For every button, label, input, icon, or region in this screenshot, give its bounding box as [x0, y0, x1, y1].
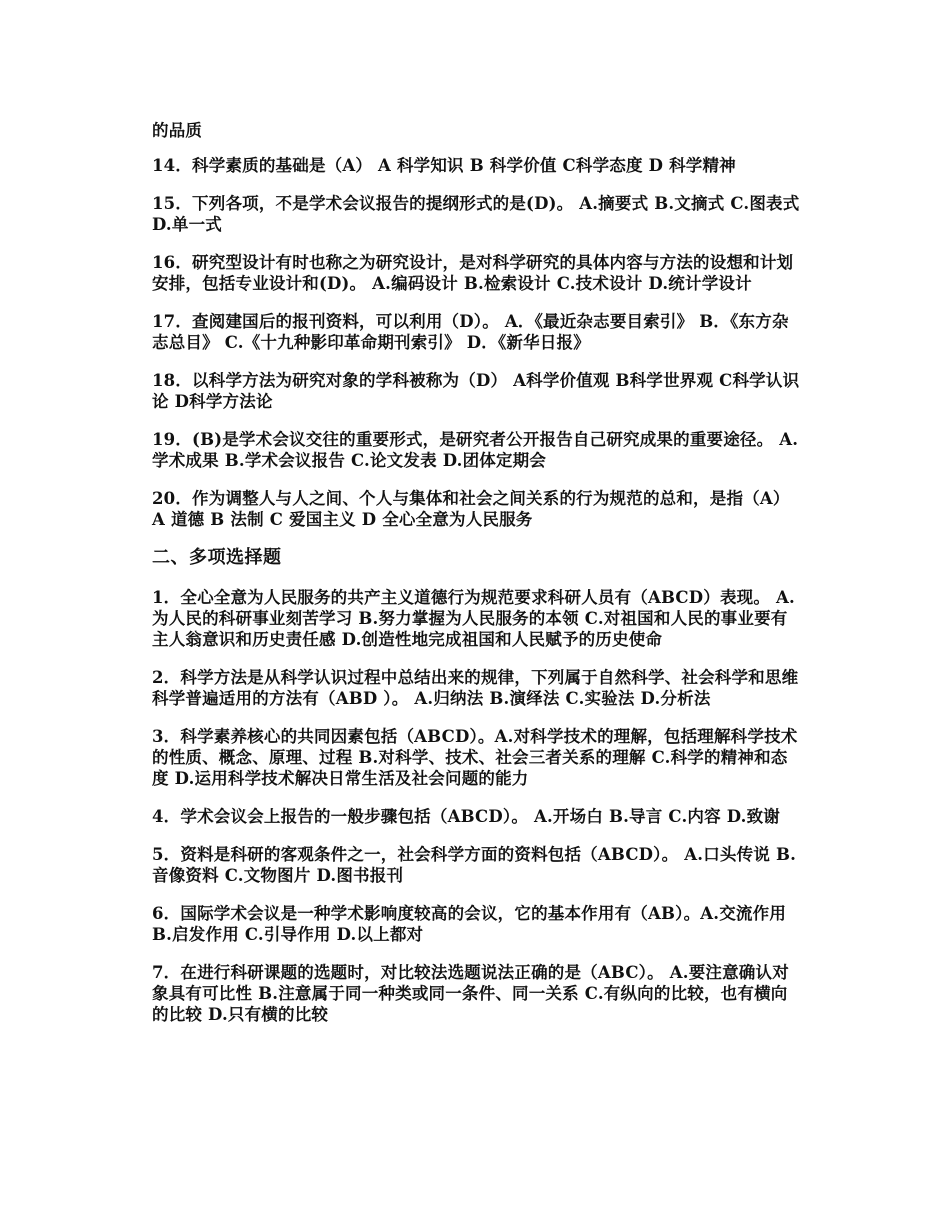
- multi-question-4: 4．学术会议会上报告的一般步骤包括（ABCD）。 A.开场白 B.导言 C.内容 D.致谢: [152, 807, 780, 826]
- multi-question-5: 5．资料是科研的客观条件之一，社会科学方面的资料包括（ABCD）。 A.口头传说 B.音像资料 C.文物图片 D.图书报刊: [152, 845, 797, 885]
- multi-question-2: 2．科学方法是从科学认识过程中总结出来的规律，下列属于自然科学、社会科学和思维科学普遍适用的方法有（ABD ）。 A.归纳法 B.演绎法 C.实验法 D.分析法: [152, 668, 799, 708]
- question-19: 19．(B)是学术会议交往的重要形式，是研究者公开报告自己研究成果的重要途径。 A.学术成果 B.学术会议报告 C.论文发表 D.团体定期会: [152, 430, 799, 470]
- document-body: [152, 120, 802, 1042]
- question-18: 18．以科学方法为研究对象的学科被称为（D） A科学价值观 B科学世界观 C科学认识论 D科学方法论: [152, 371, 800, 411]
- question-15: 15．下列各项，不是学术会议报告的提纲形式的是(D)。 A.摘要式 B.文摘式 C.图表式 D.单一式: [152, 194, 800, 234]
- multi-question-6: 6．国际学术会议是一种学术影响度较高的会议，它的基本作用有（AB）。A.交流作用 B.启发作用 C.引导作用 D.以上都对: [152, 904, 787, 944]
- question-16: 16．研究型设计有时也称之为研究设计，是对科学研究的具体内容与方法的设想和计划安排，包括专业设计和(D)。 A.编码设计 B.检索设计 C.技术设计 D.统计学设计: [152, 253, 794, 293]
- multi-question-7: 7．在进行科研课题的选题时，对比较法选题说法正确的是（ABC）。 A.要注意确认对象具有可比性 B.注意属于同一种类或同一条件、同一关系 C.有纵向的比较，也有横向的比较 D.只有横的比较: [152, 963, 789, 1024]
- section-title: 二、多项选择题: [152, 547, 282, 568]
- multi-question-1: 1．全心全意为人民服务的共产主义道德行为规范要求科研人员有（ABCD）表现。 A.为人民的科研事业刻苦学习 B.努力掌握为人民服务的本领 C.对祖国和人民的事业要有主人翁意识和历史责任感 D.创造性地完成祖国和人民赋予的历史使命: [152, 588, 795, 649]
- question-20: 20．作为调整人与人之间、个人与集体和社会之间关系的行为规范的总和，是指（A）A 道德 B 法制 C 爱国主义 D 全心全意为人民服务: [152, 489, 790, 529]
- question-17: 17．查阅建国后的报刊资料，可以利用（D）。 A．《最近杂志要目索引》 B．《东方杂志总目》 C.《十九种影印革命期刊索引》 D．《新华日报》: [152, 312, 789, 352]
- question-14: 14．科学素质的基础是（A） A 科学知识 B 科学价值 C科学态度 D 科学精神: [152, 156, 736, 175]
- multi-question-3: 3．科学素养核心的共同因素包括（ABCD）。A.对科学技术的理解，包括理解科学技术的性质、概念、原理、过程 B.对科学、技术、社会三者关系的理解 C.科学的精神和态度 D.运用科学技术解决日常生活及社会问题的能力: [152, 727, 798, 788]
- continuation-text: 的品质: [152, 121, 203, 140]
